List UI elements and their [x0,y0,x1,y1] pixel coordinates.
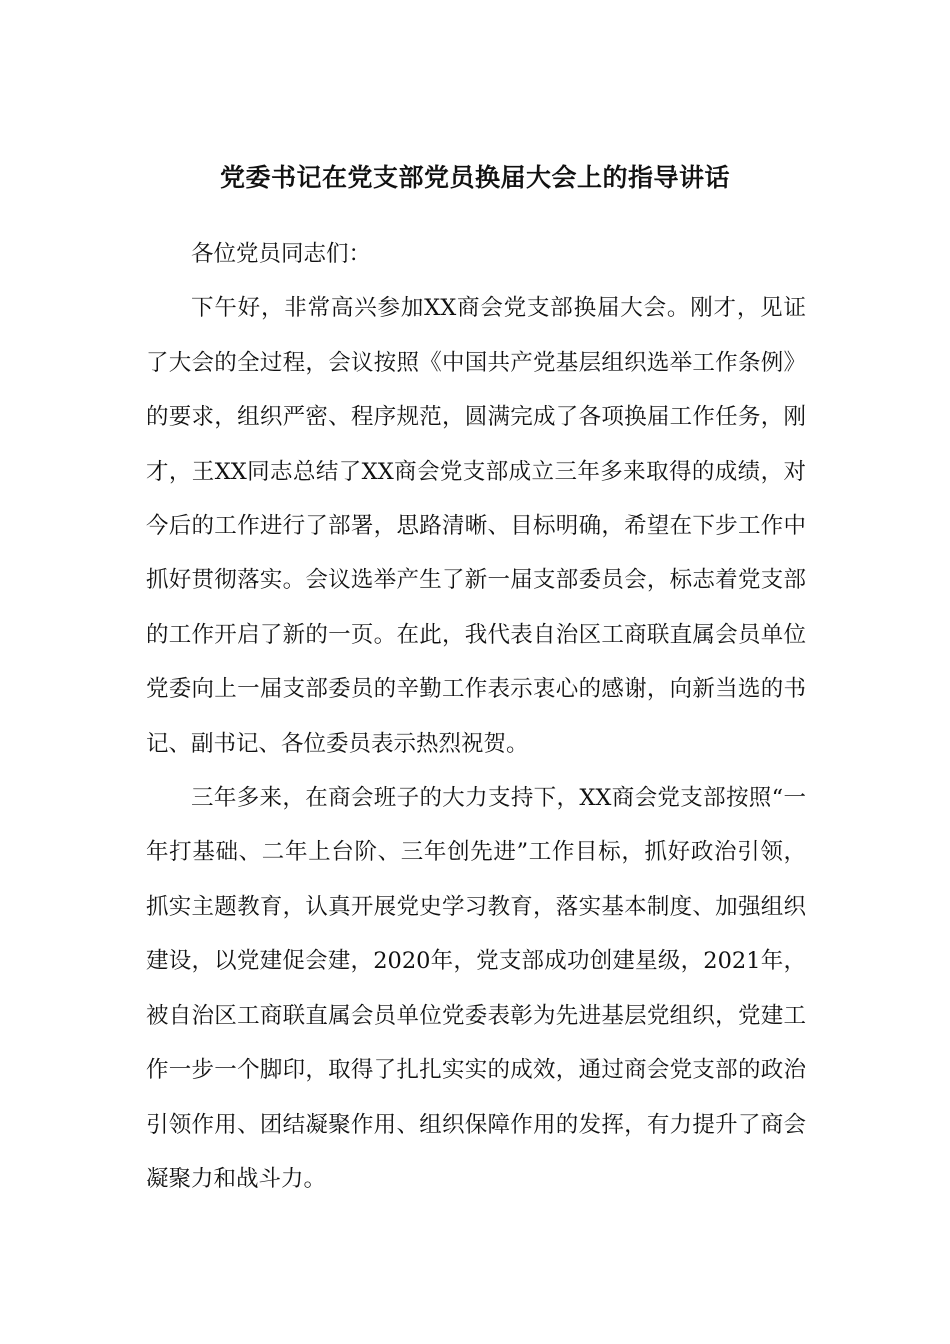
paragraph-2: 三年多来，在商会班子的大力支持下，XX商会党支部按照“一年打基础、二年上台阶、三年创先进”工作目标，抓好政治引领，抓实主题教育，认真开展党史学习教育，落实基本制度、加强组织建设，以党建促会建，2020年，党支部成功创建星级，2021年，被自治区工商联直属会员单位党委表彰为先进基层党组织，党建工作一步一个脚印，取得了扎扎实实的成效，通过商会党支部的政治引领作用、团结凝聚作用、组织保障作用的发挥，有力提升了商会凝聚力和战斗力。 [146,785,806,1192]
salutation: 各位党员同志们： [191,241,372,267]
document-body [146,227,806,1206]
paragraph-1: 下午好，非常高兴参加XX商会党支部换届大会。刚才，见证了大会的全过程，会议按照《中国共产党基层组织选举工作条例》的要求，组织严密、程序规范，圆满完成了各项换届工作任务，刚才，王XX同志总结了XX商会党支部成立三年多来取得的成绩，对今后的工作进行了部署，思路清晰、目标明确，希望在下步工作中抓好贯彻落实。会议选举产生了新一届支部委员会，标志着党支部的工作开启了新的一页。在此，我代表自治区工商联直属会员单位党委向上一届支部委员的辛勤工作表示衷心的感谢，向新当选的书记、副书记、各位委员表示热烈祝贺。 [146,295,806,757]
document-title: 党委书记在党支部党员换届大会上的指导讲话 [219,163,730,192]
